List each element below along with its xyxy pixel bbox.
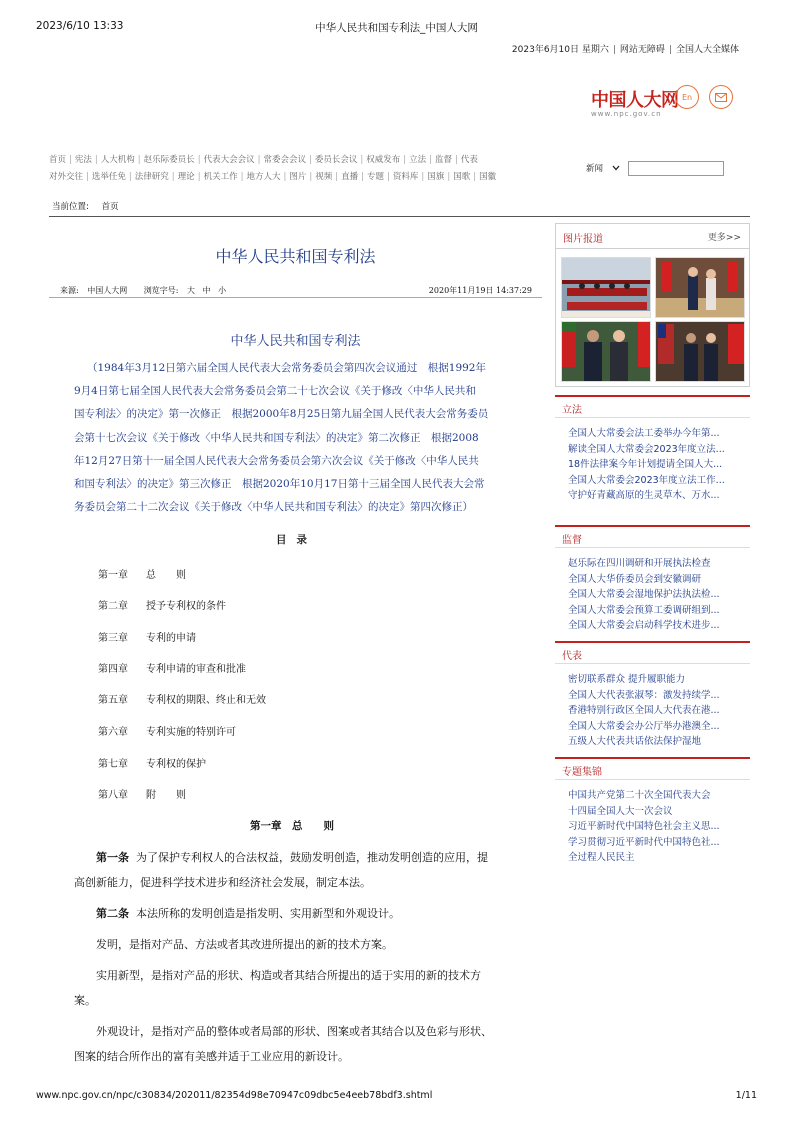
paragraph-invention: 发明，是指对产品、方法或者其改进所提出的新的技术方案。 <box>96 938 393 951</box>
nav-separator: | <box>387 172 390 182</box>
breadcrumb-label: 当前位置: <box>52 202 89 212</box>
preamble-line: 年12月27日第十一届全国人民代表大会常务委员会第六次会议《关于修改〈中华人民共 <box>74 454 479 467</box>
photo-more-link[interactable]: 更多>> <box>707 233 741 243</box>
preamble-line: 务委员会第二十二次会议《关于修改〈中华人民共和国专利法〉的决定》第四次修正） <box>74 501 473 514</box>
photo-handshake-2 <box>656 322 745 382</box>
sidebar-section-topics <box>555 757 750 867</box>
mail-icon <box>715 93 727 102</box>
toc-num: 第八章 <box>98 790 128 801</box>
nav-row-2 <box>49 169 549 186</box>
nav-separator: | <box>429 155 433 165</box>
all-media-link[interactable]: 全国人大全媒体 <box>675 45 739 55</box>
photo-meeting-hall <box>562 258 651 318</box>
nav-item[interactable]: 地方人大 <box>246 172 281 182</box>
preamble-line: 9月4日第七届全国人民代表大会常务委员会第二十七次会议《关于修改〈中华人民共和 <box>74 385 476 398</box>
toc-heading: 目录 <box>276 534 317 546</box>
news-link[interactable]: 全国人大常委会2023年度立法工作... <box>568 474 725 486</box>
toc-num: 第二章 <box>98 601 128 612</box>
nav-separator: | <box>361 172 365 182</box>
top-bar: 2023年6月10日 星期六 | 网站无障碍 | 全国人大全媒体 <box>511 45 739 55</box>
nav-item[interactable]: 对外交往 <box>49 172 84 182</box>
preamble <box>74 357 544 519</box>
photo-report-title: 图片报道 <box>563 234 603 245</box>
paragraph-utility: 实用新型，是指对产品的形状、构造或者其结合所提出的适于实用的新的技术方 <box>96 969 481 982</box>
nav-item[interactable]: 权威发布 <box>366 155 401 165</box>
toc-item[interactable] <box>98 629 398 644</box>
nav-separator: | <box>171 172 175 182</box>
sidebar-section-legislation <box>555 395 750 525</box>
photo-handshake-1 <box>562 322 651 382</box>
toc-num: 第六章 <box>98 727 128 738</box>
nav-separator: | <box>86 172 89 182</box>
accessibility-link[interactable]: 网站无障碍 <box>619 45 665 55</box>
toc-item[interactable] <box>98 660 398 675</box>
source-value: 中国人大网 <box>87 286 128 295</box>
photo-thumbnail[interactable] <box>561 257 651 318</box>
news-link[interactable]: 解读全国人大常委会2023年度立法... <box>568 443 725 455</box>
nav-separator: | <box>283 172 287 182</box>
print-footer-url: www.npc.gov.cn/npc/c30834/202011/82354d98e70947c09dbc5e4eeb78bdf3.shtml <box>36 1090 433 1101</box>
nav-separator: | <box>403 155 407 165</box>
section-title: 监督 <box>562 535 582 546</box>
meta-divider <box>49 297 542 298</box>
news-link[interactable]: 全国人大代表张淑琴：激发持续学... <box>568 689 720 701</box>
photo-thumbnail[interactable] <box>655 321 745 382</box>
article-datetime: 2020年11月19日 14:37:29 <box>428 286 532 295</box>
nav-item[interactable]: 视频 <box>315 172 333 182</box>
news-link[interactable]: 全国人大常委会办公厅举办港澳全... <box>568 720 720 732</box>
news-link[interactable]: 守护好青藏高原的生灵草木、万水... <box>568 490 720 502</box>
nav-item[interactable]: 法律研究 <box>134 172 169 182</box>
toc-item[interactable] <box>98 723 398 738</box>
print-doc-title: 中华人民共和国专利法_中国人大网 <box>315 22 478 34</box>
nav-separator: | <box>257 155 261 165</box>
nav-separator: | <box>473 172 477 182</box>
news-link[interactable]: 习近平新时代中国特色社会主义思... <box>568 821 720 833</box>
preamble-line: 会第十七次会议《关于修改〈中华人民共和国专利法〉的决定》第二次修正 根据2008 <box>74 431 479 444</box>
toc-name: 专利权的期限、终止和无效 <box>146 695 266 706</box>
article-body <box>74 845 544 1069</box>
section-title: 专题集锦 <box>562 767 602 778</box>
nav-item[interactable]: 选举任免 <box>91 172 126 182</box>
toc-item[interactable] <box>98 597 398 612</box>
print-footer-page: 1/11 <box>735 1090 757 1101</box>
toc-item[interactable] <box>98 786 398 801</box>
search-input[interactable] <box>628 161 724 176</box>
section-header <box>555 757 750 780</box>
toc-name: 总 则 <box>146 570 186 581</box>
article-1-label: 第一条 <box>96 851 129 864</box>
news-link[interactable]: 五级人大代表共话依法保护湿地 <box>568 736 702 748</box>
nav-separator: | <box>240 172 244 182</box>
nav-separator: | <box>128 172 132 182</box>
toc-name: 专利实施的特别许可 <box>146 727 236 738</box>
nav-separator: | <box>335 172 339 182</box>
article-1-text-cont: 高创新能力，促进科学技术进步和经济社会发展，制定本法。 <box>74 876 371 889</box>
news-link[interactable]: 18件法律案今年计划提请全国人大... <box>568 459 723 471</box>
photo-meeting-leaders <box>656 258 745 318</box>
top-date: 2023年6月10日 星期六 <box>511 45 609 55</box>
nav-separator: | <box>421 172 425 182</box>
logo-text: 中国人大网 <box>591 90 679 111</box>
nav-item[interactable]: 人大机构 <box>100 155 135 165</box>
site-logo[interactable] <box>591 86 679 118</box>
english-button[interactable]: En <box>675 85 699 109</box>
nav-item[interactable]: 国旗 <box>427 172 445 182</box>
toc-item[interactable] <box>98 755 398 770</box>
section-title: 立法 <box>562 405 582 416</box>
article-2-label: 第二条 <box>96 907 129 920</box>
mail-button[interactable] <box>709 85 733 109</box>
sidebar-section-supervision <box>555 525 750 641</box>
preamble-line: （1984年3月12日第六届全国人民代表大会常务委员会第四次会议通过 根据1992年 <box>87 362 486 374</box>
photo-report-header <box>556 224 749 249</box>
nav-separator: | <box>197 155 201 165</box>
nav-item[interactable]: 理论 <box>177 172 195 182</box>
nav-separator: | <box>137 155 141 165</box>
toc-num: 第四章 <box>98 664 128 675</box>
nav-item[interactable]: 代表 <box>460 155 478 165</box>
sidebar-sections <box>555 395 750 867</box>
news-link[interactable]: 全国人大常委会湿地保护法执法检... <box>568 589 720 601</box>
toc-item[interactable] <box>98 691 398 706</box>
toc-item[interactable] <box>98 566 398 581</box>
toc-name: 专利的申请 <box>146 633 196 644</box>
section-header <box>555 641 750 664</box>
news-link[interactable]: 赵乐际在四川调研和开展执法检查 <box>568 558 711 569</box>
nav-separator: | <box>360 155 364 165</box>
photo-thumbnail[interactable] <box>561 321 651 382</box>
toc-num: 第一章 <box>98 570 128 581</box>
article-title: 中华人民共和国专利法 <box>215 247 376 266</box>
photo-report-box <box>555 223 750 387</box>
font-size-label: 浏览字号: <box>143 286 179 295</box>
nav-item[interactable]: 资料库 <box>392 172 419 182</box>
nav-separator: | <box>69 155 72 165</box>
photo-thumbnail[interactable] <box>655 257 745 318</box>
news-link[interactable]: 中国共产党第二十次全国代表大会 <box>568 790 711 801</box>
news-link[interactable]: 全国人大常委会法工委举办今年第... <box>568 428 720 439</box>
nav-item[interactable]: 直播 <box>341 172 359 182</box>
law-title: 中华人民共和国专利法 <box>230 334 361 349</box>
news-link[interactable]: 香港特别行政区全国人大代表在港... <box>568 705 720 717</box>
nav-item[interactable]: 图片 <box>289 172 307 182</box>
font-size-large[interactable]: 大 <box>187 286 196 295</box>
nav-item[interactable]: 常委会会议 <box>263 155 306 165</box>
logo-url: www.npc.gov.cn <box>591 110 662 118</box>
nav-item[interactable]: 专题 <box>367 172 385 182</box>
nav-item[interactable]: 宪法 <box>74 155 92 165</box>
font-size-medium[interactable]: 中 <box>202 286 211 295</box>
section-header <box>555 395 750 418</box>
chapter-heading: 第一章 总 则 <box>250 820 334 832</box>
chevron-down-icon <box>612 165 620 171</box>
news-link[interactable]: 学习贯彻习近平新时代中国特色社... <box>568 836 720 848</box>
toc-num: 第七章 <box>98 759 128 770</box>
font-size-small[interactable]: 小 <box>218 286 227 295</box>
article-2-text: 本法所称的发明创造是指发明、实用新型和外观设计。 <box>136 907 400 920</box>
paragraph-design: 外观设计，是指对产品的整体或者局部的形状、图案或者其结合以及色彩与形状、 <box>96 1025 492 1038</box>
news-link[interactable]: 全国人大华侨委员会到安徽调研 <box>568 573 702 585</box>
article-meta <box>60 285 226 296</box>
nav-separator: | <box>309 172 313 182</box>
news-link[interactable]: 十四届全国人大一次会议 <box>568 805 673 817</box>
main-nav <box>49 152 549 186</box>
nav-item[interactable]: 立法 <box>409 155 427 165</box>
print-datetime: 2023/6/10 13:33 <box>36 20 124 32</box>
toc-name: 授予专利权的条件 <box>146 601 226 612</box>
nav-item[interactable]: 赵乐际委员长 <box>143 155 195 165</box>
nav-item[interactable]: 机关工作 <box>203 172 238 182</box>
news-link[interactable]: 全国人大常委会预算工委调研组到... <box>568 604 720 616</box>
search-category-label: 新闻 <box>586 164 604 174</box>
nav-separator: | <box>197 172 201 182</box>
nav-row-1 <box>49 152 549 169</box>
nav-item[interactable]: 代表大会会议 <box>203 155 255 165</box>
nav-separator: | <box>447 172 451 182</box>
nav-separator: | <box>94 155 98 165</box>
toc-num: 第三章 <box>98 633 128 644</box>
source-label: 来源: <box>60 286 79 295</box>
search-category-select[interactable] <box>586 162 620 174</box>
news-link[interactable]: 密切联系群众 提升履职能力 <box>568 674 686 685</box>
toc-name: 专利权的保护 <box>146 759 206 770</box>
header-divider <box>49 216 750 217</box>
nav-item[interactable]: 国徽 <box>479 172 497 182</box>
nav-item[interactable]: 国歌 <box>453 172 471 182</box>
toc-name: 附 则 <box>146 790 186 801</box>
nav-separator: | <box>308 155 312 165</box>
nav-separator: | <box>455 155 458 165</box>
nav-item[interactable]: 监督 <box>435 155 453 165</box>
breadcrumb-home[interactable]: 首页 <box>101 202 119 212</box>
nav-item[interactable]: 首页 <box>49 155 67 165</box>
news-link[interactable]: 全国人大常委会启动科学技术进步... <box>568 620 720 632</box>
toc-num: 第五章 <box>98 695 128 706</box>
news-link[interactable]: 全过程人民民主 <box>568 852 635 864</box>
paragraph-design-cont: 图案的结合所作出的富有美感并适于工业应用的新设计。 <box>74 1050 349 1063</box>
preamble-line: 国专利法〉的决定》第一次修正 根据2000年8月25日第九届全国人民代表大会常务委员 <box>74 408 489 421</box>
preamble-line: 和国专利法〉的决定》第三次修正 根据2020年10月17日第十三届全国人民代表大会常 <box>74 478 485 491</box>
article-1-text: 为了保护专利权人的合法权益，鼓励发明创造，推动发明创造的应用，提 <box>136 851 488 864</box>
nav-item[interactable]: 委员长会议 <box>314 155 358 165</box>
section-header <box>555 525 750 548</box>
toc-name: 专利申请的审查和批准 <box>146 664 246 675</box>
section-title: 代表 <box>562 651 582 662</box>
sidebar-section-deputies <box>555 641 750 757</box>
breadcrumb <box>52 200 119 212</box>
paragraph-utility-cont: 案。 <box>74 994 96 1007</box>
